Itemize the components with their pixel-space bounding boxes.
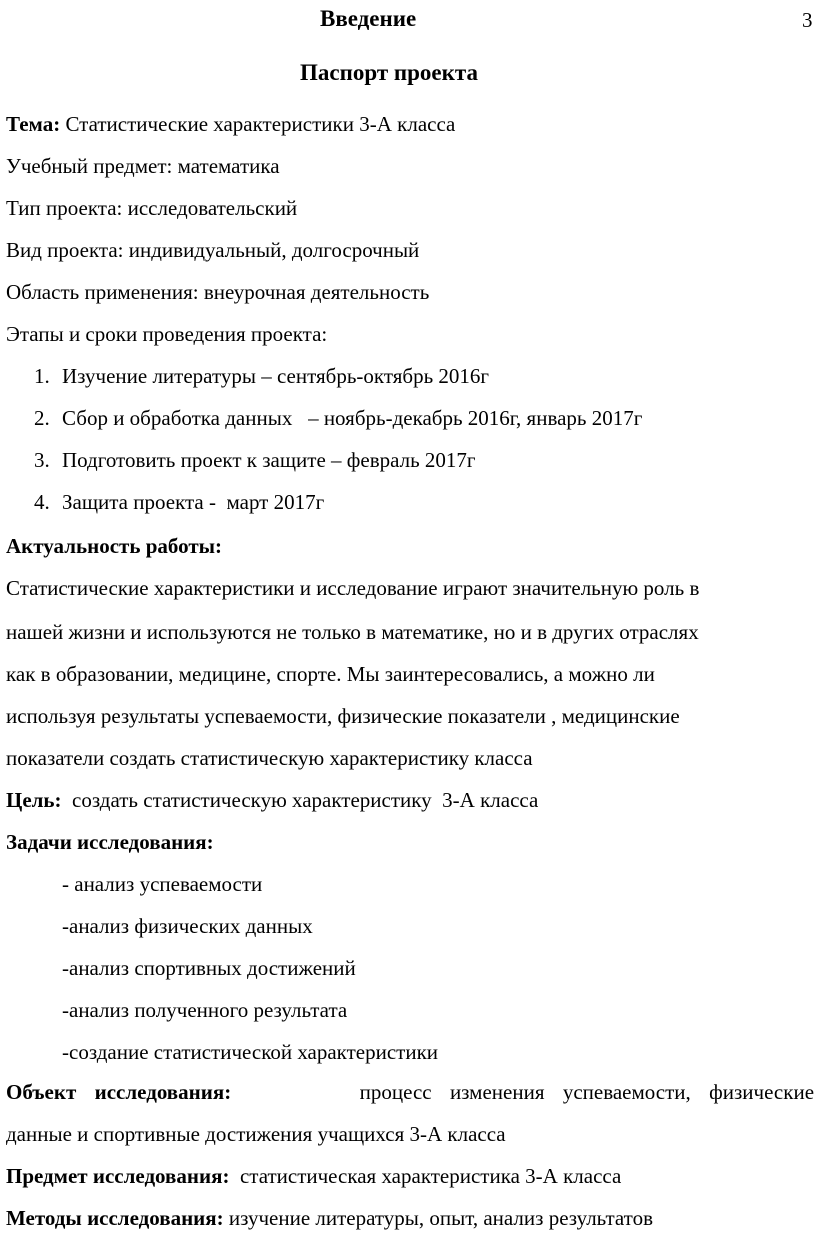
subject-line: Учебный предмет: математика [6, 154, 280, 178]
stage-number: 3. [34, 448, 50, 472]
methods-value: изучение литературы, опыт, анализ результатов [223, 1206, 653, 1230]
topic-label: Тема: [6, 112, 61, 136]
stage-number: 4. [34, 490, 50, 514]
methods-label: Методы исследования: [6, 1206, 224, 1230]
stage-text: Подготовить проект к защите – февраль 2017г [62, 448, 476, 472]
tasks-label [6, 830, 214, 854]
relevance-text-line: используя результаты успеваемости, физические показатели , медицинские [6, 704, 680, 728]
object-label: Объект исследования: [6, 1080, 232, 1104]
research-subject-label: Предмет исследования: [6, 1164, 230, 1188]
stage-text: Изучение литературы – сентябрь-октябрь 2016г [62, 364, 490, 388]
tasks-label-text: Задачи исследования: [6, 830, 214, 854]
task-item: -анализ полученного результата [62, 998, 348, 1022]
stage-text: Сбор и обработка данных – ноябрь-декабрь 2016г, январь 2017г [62, 406, 643, 430]
stage-number: 1. [34, 364, 50, 388]
relevance-text-line: Статистические характеристики и исследование играют значительную роль в [6, 576, 700, 600]
project-type-line: Тип проекта: исследовательский [6, 196, 298, 220]
goal-line [6, 788, 538, 812]
relevance-label-text: Актуальность работы: [6, 534, 223, 558]
goal-value: создать статистическую характеристику 3-А класса [61, 788, 539, 812]
stage-text: Защита проекта - март 2017г [62, 490, 325, 514]
stage-item [34, 364, 489, 388]
relevance-label [6, 534, 222, 558]
relevance-text-line: как в образовании, медицине, спорте. Мы заинтересовались, а можно ли [6, 662, 655, 686]
relevance-text-line: показатели создать статистическую характеристику класса [6, 746, 533, 770]
application-area-line: Область применения: внеурочная деятельность [6, 280, 430, 304]
section-title: Введение [320, 6, 417, 31]
topic-value: Статистические характеристики 3-А класса [60, 112, 456, 136]
methods-line [6, 1206, 653, 1230]
object-value: процесс изменения успеваемости, физические [359, 1080, 815, 1104]
stage-item [34, 406, 642, 430]
task-item: -анализ спортивных достижений [62, 956, 356, 980]
page-number: 3 [802, 8, 813, 32]
object-line [6, 1080, 814, 1104]
goal-label: Цель: [6, 788, 62, 812]
research-subject-line [6, 1164, 621, 1188]
stages-heading: Этапы и сроки проведения проекта: [6, 322, 328, 346]
relevance-text-line: нашей жизни и используются не только в математике, но и в других отраслях [6, 620, 699, 644]
task-item: -создание статистической характеристики [62, 1040, 439, 1064]
stage-number: 2. [34, 406, 50, 430]
topic-line [6, 112, 455, 136]
stage-item [34, 490, 324, 514]
stage-item [34, 448, 476, 472]
object-value-continued: данные и спортивные достижения учащихся 3-А класса [6, 1122, 506, 1146]
task-item: - анализ успеваемости [62, 872, 263, 896]
research-subject-value: статистическая характеристика 3-А класса [229, 1164, 622, 1188]
project-kind-line: Вид проекта: индивидуальный, долгосрочный [6, 238, 420, 262]
document-subtitle: Паспорт проекта [300, 60, 478, 85]
task-item: -анализ физических данных [62, 914, 313, 938]
